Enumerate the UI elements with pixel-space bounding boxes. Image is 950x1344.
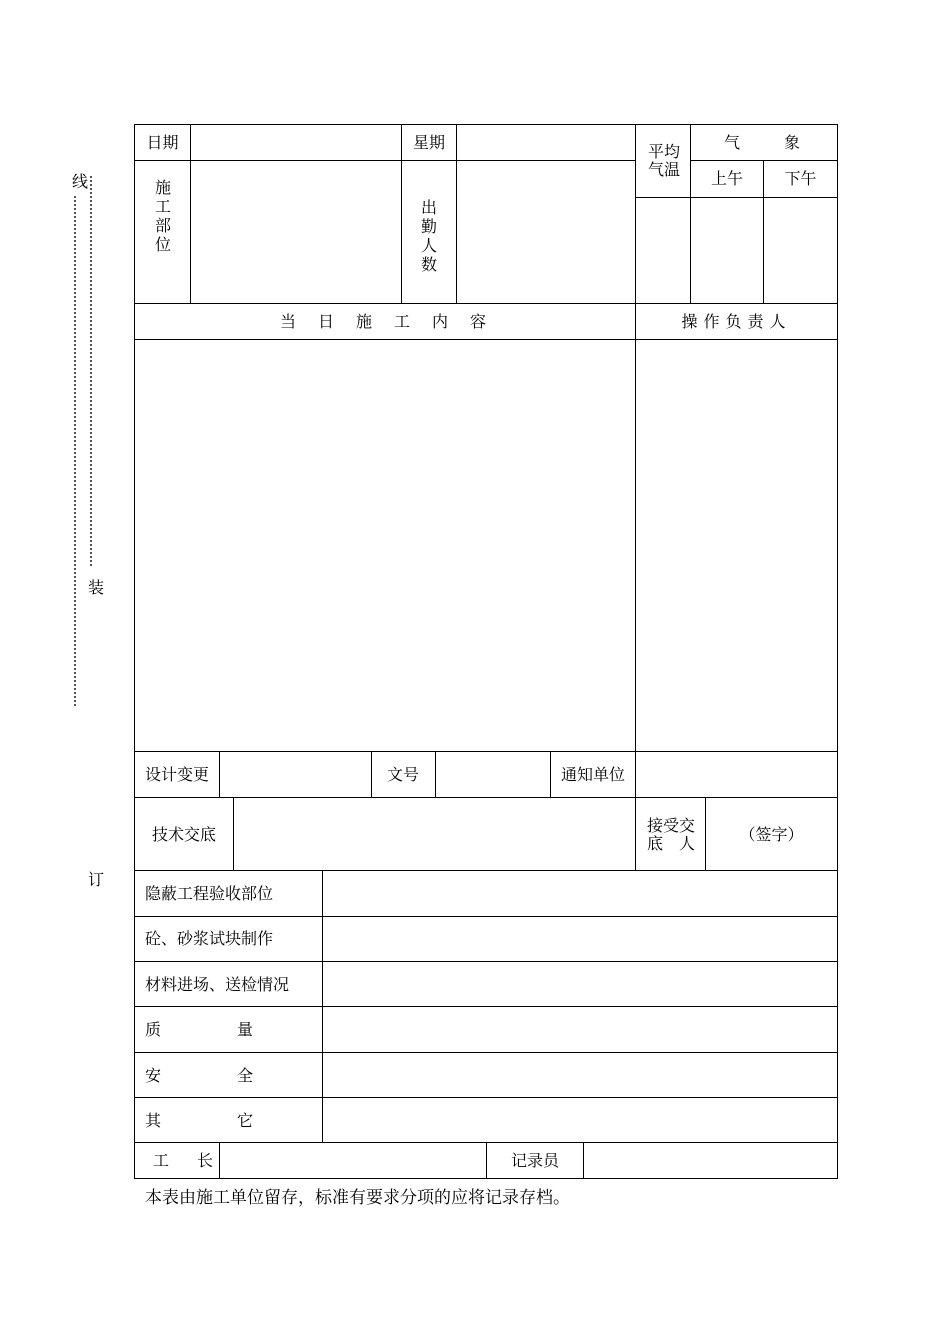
design-change-label: 设计变更 xyxy=(145,765,210,784)
quality-field[interactable] xyxy=(323,1007,837,1052)
tech-briefing-label: 技术交底 xyxy=(152,825,217,844)
content-field[interactable] xyxy=(135,340,635,751)
tech-briefing-field[interactable] xyxy=(234,798,635,870)
other-label: 其 它 xyxy=(145,1111,261,1130)
date-field[interactable] xyxy=(191,125,401,160)
weekday-label: 星期 xyxy=(412,133,445,152)
binding-char-order: 订 xyxy=(88,870,105,889)
notify-unit-field[interactable] xyxy=(636,752,837,797)
weather-label: 气 象 xyxy=(723,133,804,152)
receiver-label: 接受交底 人 xyxy=(646,816,695,853)
safety-field[interactable] xyxy=(323,1053,837,1097)
recorder-label: 记录员 xyxy=(510,1151,559,1170)
notify-unit-label: 通知单位 xyxy=(560,765,625,784)
pm-weather-field[interactable] xyxy=(764,198,837,303)
date-label: 日期 xyxy=(146,133,179,152)
foreman-field[interactable] xyxy=(220,1143,486,1178)
foreman-label: 工 长 xyxy=(153,1151,220,1170)
material-label: 材料进场、送检情况 xyxy=(145,975,290,994)
content-label: 当 日 施 工 内 容 xyxy=(279,312,489,331)
operator-label: 操作负责人 xyxy=(681,312,792,331)
signature-placeholder[interactable]: （签字） xyxy=(739,825,804,844)
hidden-works-label: 隐蔽工程验收部位 xyxy=(145,884,274,903)
material-field[interactable] xyxy=(323,962,837,1006)
avg-temp-label: 平均气温 xyxy=(647,142,680,179)
recorder-field[interactable] xyxy=(584,1143,837,1178)
footnote: 本表由施工单位留存，标准有要求分项的应将记录存档。 xyxy=(145,1188,570,1208)
location-field[interactable] xyxy=(191,161,401,303)
operator-field[interactable] xyxy=(636,340,837,751)
am-weather-field[interactable] xyxy=(691,198,763,303)
test-block-label: 砼、砂浆试块制作 xyxy=(145,929,274,948)
binding-dotted-line-upper xyxy=(90,176,92,566)
weekday-field[interactable] xyxy=(457,125,635,160)
quality-label: 质 量 xyxy=(145,1020,261,1039)
binding-char-install: 装 xyxy=(88,578,105,597)
hidden-works-field[interactable] xyxy=(323,871,837,916)
binding-dotted-line-lower xyxy=(74,196,76,706)
safety-label: 安 全 xyxy=(145,1066,261,1085)
doc-no-field[interactable] xyxy=(436,752,550,797)
am-label: 上午 xyxy=(710,169,743,188)
binding-char-line: 线 xyxy=(72,172,89,191)
attendance-field[interactable] xyxy=(457,161,635,303)
pm-label: 下午 xyxy=(784,169,817,188)
design-change-field[interactable] xyxy=(220,752,371,797)
other-field[interactable] xyxy=(323,1098,837,1142)
doc-no-label: 文号 xyxy=(386,765,419,784)
test-block-field[interactable] xyxy=(323,917,837,961)
location-label: 施工部位 xyxy=(154,178,171,254)
attendance-label: 出勤人数 xyxy=(420,198,437,274)
avg-temp-field[interactable] xyxy=(636,198,690,303)
